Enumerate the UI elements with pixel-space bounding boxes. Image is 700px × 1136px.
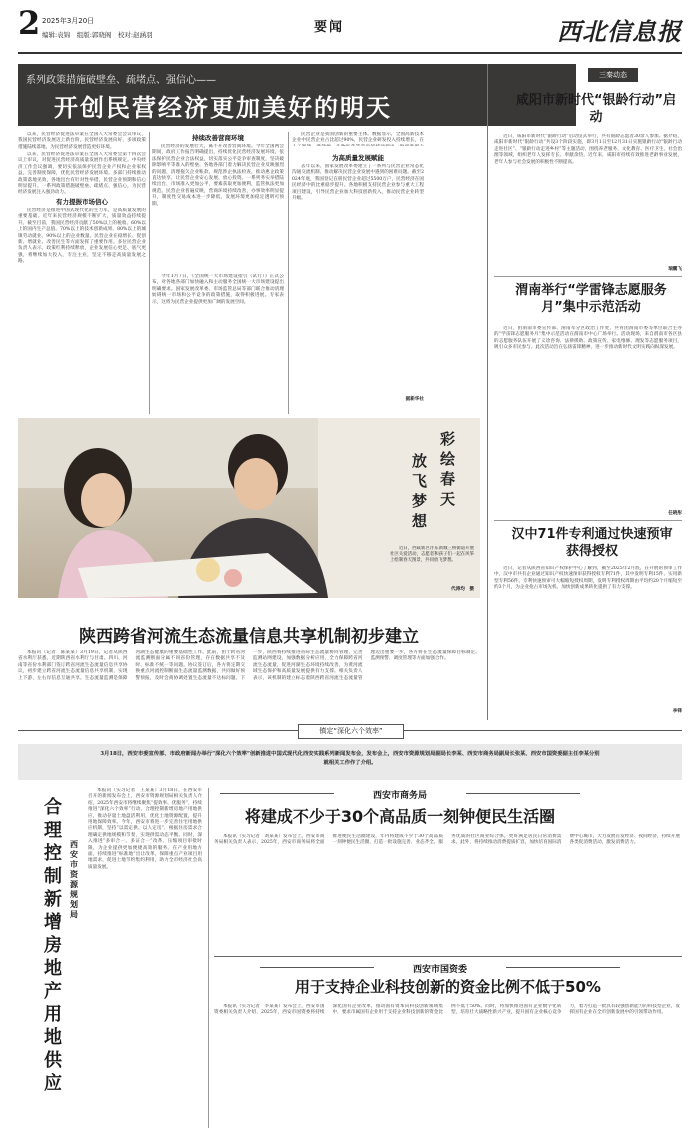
col-divider [149,132,150,414]
story1-title: 陕西跨省河流生态流量信息共享机制初步建立 [79,627,419,647]
lead-col2: 民营经济的发展壮大，离不开改善营商环境。今年全国两会期间，政府工作报告明确提出，持续优化民营经济发展环境，依法保护民营企业合法权益，切实落实公平竞争审查制度，坚决破除影响平等准入的壁垒。各地各部门着力解决民营企业反映强烈的问题，清理拖欠企业账款，规范涉企执法检查，推动惠企政策直达快享，让民营企业安心发展、放心投资。一系列务实举措陆续出台，市场准入更加公平，要素获取更加便利，监管执法更加规范。民营企业普遍反映，营商环境持续改善，办事效率明显提升，制度性交易成本进一步降低，发展环境更加稳定透明可预期。 [152,144,284,207]
mid-source: 西安市商务局 [372,791,427,801]
sidebar-byline-2: 任晓彤 [668,511,682,516]
issue-date: 2025年3月20日 [42,17,95,25]
lead-intro: 以来，民营经济促进法草案在全国人大常委会会议审议，我国民营经济发展迈上新台阶。民营经济发展向好，多项政策措施陆续落地，为民营经济发展营造更好环境。 [18,132,146,150]
poem-char: 放 [412,452,428,470]
source-rule [506,967,620,968]
sidebar-tag: 三秦动态 [588,68,638,82]
bot-source: 西安市国资委 [412,965,467,975]
sidebar-rule [494,276,682,277]
subhead-1: 有力提振市场信心 [56,198,108,206]
subhead-3: 为高质量发展赋能 [332,154,384,162]
sidebar-title-1: 咸阳市新时代“银龄行动”启动 [515,93,677,125]
source-rule [260,967,374,968]
sidebar-byline-1: 瑞鹏飞 [668,267,682,272]
sidebar-divider [487,64,488,720]
bot-body: 本报讯（实习记者 李某某）发布会上，西安市国资委相关负责人介绍，2025年，西安市国资委将持续深化国有企业改革，推动国有资本向科技创新领域集中，要求市属国有企业用于支持企业科技创新的资金比例不低于50%。同时，将加快推进国有企业数字化转型，培育壮大战略性新兴产业，提升国有企业核心竞争力，着力打造一批具有较强创新能力的科技型企业，发挥国有企业在全市创新发展中的引领带动作用。 [214,1004,680,1016]
page-number: 2 [18,4,41,42]
sidebar-body-2: 近日，由渭南市委宣传部、渭南军分区政治工作处、共青团渭南市委等单位联合主办的“学雷锋志愿服务月”集中示范活动在渭南市中心广场举行。活动现场，来自渭南市各区县的志愿服务队伍开展了义诊咨询、法律援助、政策宣传、家电维修、理发等志愿服务项目，吸引众多市民参与。此次活动旨在弘扬雷锋精神，进一步推动新时代文明实践向纵深发展。 [494,326,682,351]
poem-char: 梦 [412,492,428,510]
lead-col1b: 民营经济是推进中国式现代化的生力军，是高质量发展的重要基础。近年来民营经济规模不断扩大，质量效益持续提升。截至目前，我国民营经济贡献了50%以上的税收、60%以上的国内生产总值、70%以上的技术创新成果、80%以上的城镇劳动就业、90%以上的企业数量。民营企业在稳增长、促创新、增就业、改善民生等方面发挥了重要作用。多位民营企业负责人表示，政策红利持续释放，企业发展信心更足、底气更强，将继续加大投入，专注主业，坚定不移走高质量发展之路。 [18,208,146,265]
lead-title: 开创民营经济更加美好的明天 [54,94,392,122]
photo-credit: 代涛均 摄 [451,587,474,592]
sidebar-rule [494,520,682,521]
photo-poem [400,428,470,540]
lead-kicker: 系列政策措施破壁垒、疏堵点、强信心—— [26,75,216,86]
sidebar-title-3: 汉中71件专利通过快速预审获得授权 [511,527,673,559]
mid-body: 本报讯（实习记者 刘某某）发布会上，西安市商务局相关负责人表示，2025年，西安市商务局将全面推进便民生活圈建设，年内将建成不少于30个高品质一刻钟便民生活圈，打造一批设施完善、业态齐全、服务优质的社区商业综合体，更好满足居民日常消费需求。此外，将持续推动消费提质扩容，加快培育国际消费中心城市，大力发展首发经济、夜间经济，持续开展各类促消费活动，激发消费活力。 [214,834,680,846]
page-header [18,4,682,54]
section-name: 要闻 [314,20,345,35]
lead-col3-top: 民营企业是我国创新的重要主体。数据显示，全国高新技术企业中民营企业占比超过90%，民营企业研发投入持续增长，在 [292,132,424,144]
left-vertical-title: 合理控制新增房地产用地供应 [44,797,62,1094]
sidebar-body-3: 近日，记者从陕西省知识产权保护中心了解到，截至2025年2月底，在开展的预审工作中，汉中市共有企业通过知识产权快速预审获得授权专利71件，其中发明专利15件，实用新型专利56件。专利快速预审可大幅缩短授权周期，发明专利授权周期由平均约20个月缩短至约3个月，为企业抢占市场先机、加快创新成果转化提供了有力支撑。 [494,566,682,591]
source-rule [466,793,580,794]
poem-char: 想 [412,512,428,530]
header-rule [18,52,682,54]
source-rule [220,793,334,794]
special-divider [208,788,209,1128]
poem-char: 春 [440,470,456,488]
special-banner: 镇定“深化六个效率” [298,724,404,739]
left-vertical-source: 西安市资源规划局 [70,840,78,919]
sidebar-title-2: 渭南举行“学雷锋志愿服务月”集中示范活动 [515,283,667,315]
sidebar-body-1: 近日，咸阳市新时代“银龄行动”启动仪式举行，共有银龄志愿者30余人参加。据介绍，咸阳市新时代“银龄行动”共设3个阶段实施，即3月1日至12月31日实施银龄行动“银龄行动走进社区”、“银龄行动走进乡村”等主题活动，围绕养老服务、文化教育、医疗卫生、社会治理等领域，组织老年人发挥专长、奉献余热。近年来，咸阳市持续有效推进老龄事业发展，老年人参与社会发展的积极性不断提高。 [494,134,682,165]
sidebar-byline-3: 李铎 [672,709,682,714]
special-intro: 3月18日，西安市委宣传部、市政府新闻办举行“深化六个效率”创新推进中国式现代化西安实践系列新闻发布会，发布会上，西安市资源规划局副局长李某、西安市商务局副局长张某、西安市国资委副主任李某分别就相关工作作了介绍。 [100,751,600,766]
poem-char: 飞 [412,472,428,490]
lead-banner [18,64,576,126]
bot-title: 用于支持企业科技创新的资金比例不低于50% [295,978,601,996]
left-article-body: 本报讯（实习记者 王某某）3月18日，在西安市召开的新闻发布会上，西安市资源规划局相关负责人介绍，2025年西安市将继续聚焦“提效率、优服务”，持续推进“深化六个效率”行动，合理控制新增房地产用地供应，推动存量土地盘活利用，优化土地资源配置，提升用地保障效率。今年，西安市将进一步完善住宅用地供应机制，坚持“以需定供、以人定房”，根据住房需求合理确定供地规模和节奏，实现供需动态平衡。同时，深入推进“多审合一、多证合一”改革，压缩项目审批时限，为企业提供更加便捷高效的服务。在产业用地方面，持续推进“标准地”出让改革，保障重点产业项目用地需求，促进土地节约集约利用，助力全市经济社会高质量发展。 [88,788,202,870]
col-divider [288,132,289,414]
news-photo [18,418,480,598]
story1-body: 本报讯（记者 陈某某）3月19日，记者从陕西省水利厅获悉，近期陕西省水利厅与甘肃、四川、河南等省份水利部门签订跨省河流生态流量信息共享协议，初步建立跨省河流生态流量信息共享机制，实现上下游、左右岸信息互通共享。生态流量监测是保障河湖生态健康的重要基础性工作。此前，由于跨省河流监测断面分属不同省份管理，存在数据共享不及时、标准不统一等问题。协议签订后，各方将定期交换重点河流控制断面生态流量监测数据，共同做好预警预报，及时会商协调处置生态流量不达标问题。下一步，陕西将持续推进省际生态流量协同管理，完善监测站网建设，加强数据分析应用，全力保障跨省河流生态流量，促进河湖生态环境持续改善，为黄河流域生态保护和高质量发展提供有力支撑。相关负责人表示，该机制的建立标志着陕西跨省河流生态流量管理迈出重要一步，各方将在生态流量保障目标制定、监测预警、调度管理等方面加强合作。 [18,650,480,681]
editors-line: 编辑:袁锦 组版:郭晓阁 校对:赵涵羽 [42,31,153,39]
poem-char: 绘 [440,450,456,468]
lead-col1: 以来，民营经济促进法草案在全国人大常委会第十四次会议上审议，对促进民营经济高质量发展作出系统规定。中央经济工作会议强调，要切实依法保护民营企业产权和企业家权益，完善制度保障，优化民营经济发展环境。多部门持续推动政策落地见效，各地出台有针对性举措，民营企业预期和信心明显提升。一系列政策措施破壁垒、疏堵点、强信心，为民营经济发展注入强劲动力。 [18,152,146,196]
masthead-logo: 西北信息报 [557,17,682,46]
mid-title: 将建成不少于30个高品质一刻钟便民生活圈 [244,807,556,826]
subhead-2: 持续改善营商环境 [192,134,244,142]
lead-source: 据新华社 [405,397,424,402]
lead-col2b: 今年1月7日，《全国统一大市场建设指引（试行）》正式公布，对各地各部门加快融入和主动服务全国统一大市场建设提出明确要求。国家发展改革委、市场监管总局等部门联合推动清理妨碍统一市场和公平竞争的政策措施，取得积极进展。专家表示，这将为民营企业提供更加广阔的发展空间。 [152,274,284,305]
photo-caption: 近日，西咸新区沣东新城三桥街道开展社区关爱活动，志愿者和孩子们一起在风筝上绘制春天图景，共同放飞梦想。 [390,546,474,563]
poem-char: 彩 [440,430,456,448]
poem-char: 天 [440,490,456,508]
lead-col3: 去年以来，国家发展改革委建立了一系列与民营企业常态化沟通交流机制，推动解决民营企业发展中遇到的困难问题。截至2024年底，我国登记在册民营企业超过5500万户，民营经济在国民经济中的比重稳步提升。各地积极支持民营企业参与重大工程项目建设，引导民营企业加大科技创新投入，推动民营企业转型升级。 [292,164,424,202]
special-rule [214,956,682,957]
